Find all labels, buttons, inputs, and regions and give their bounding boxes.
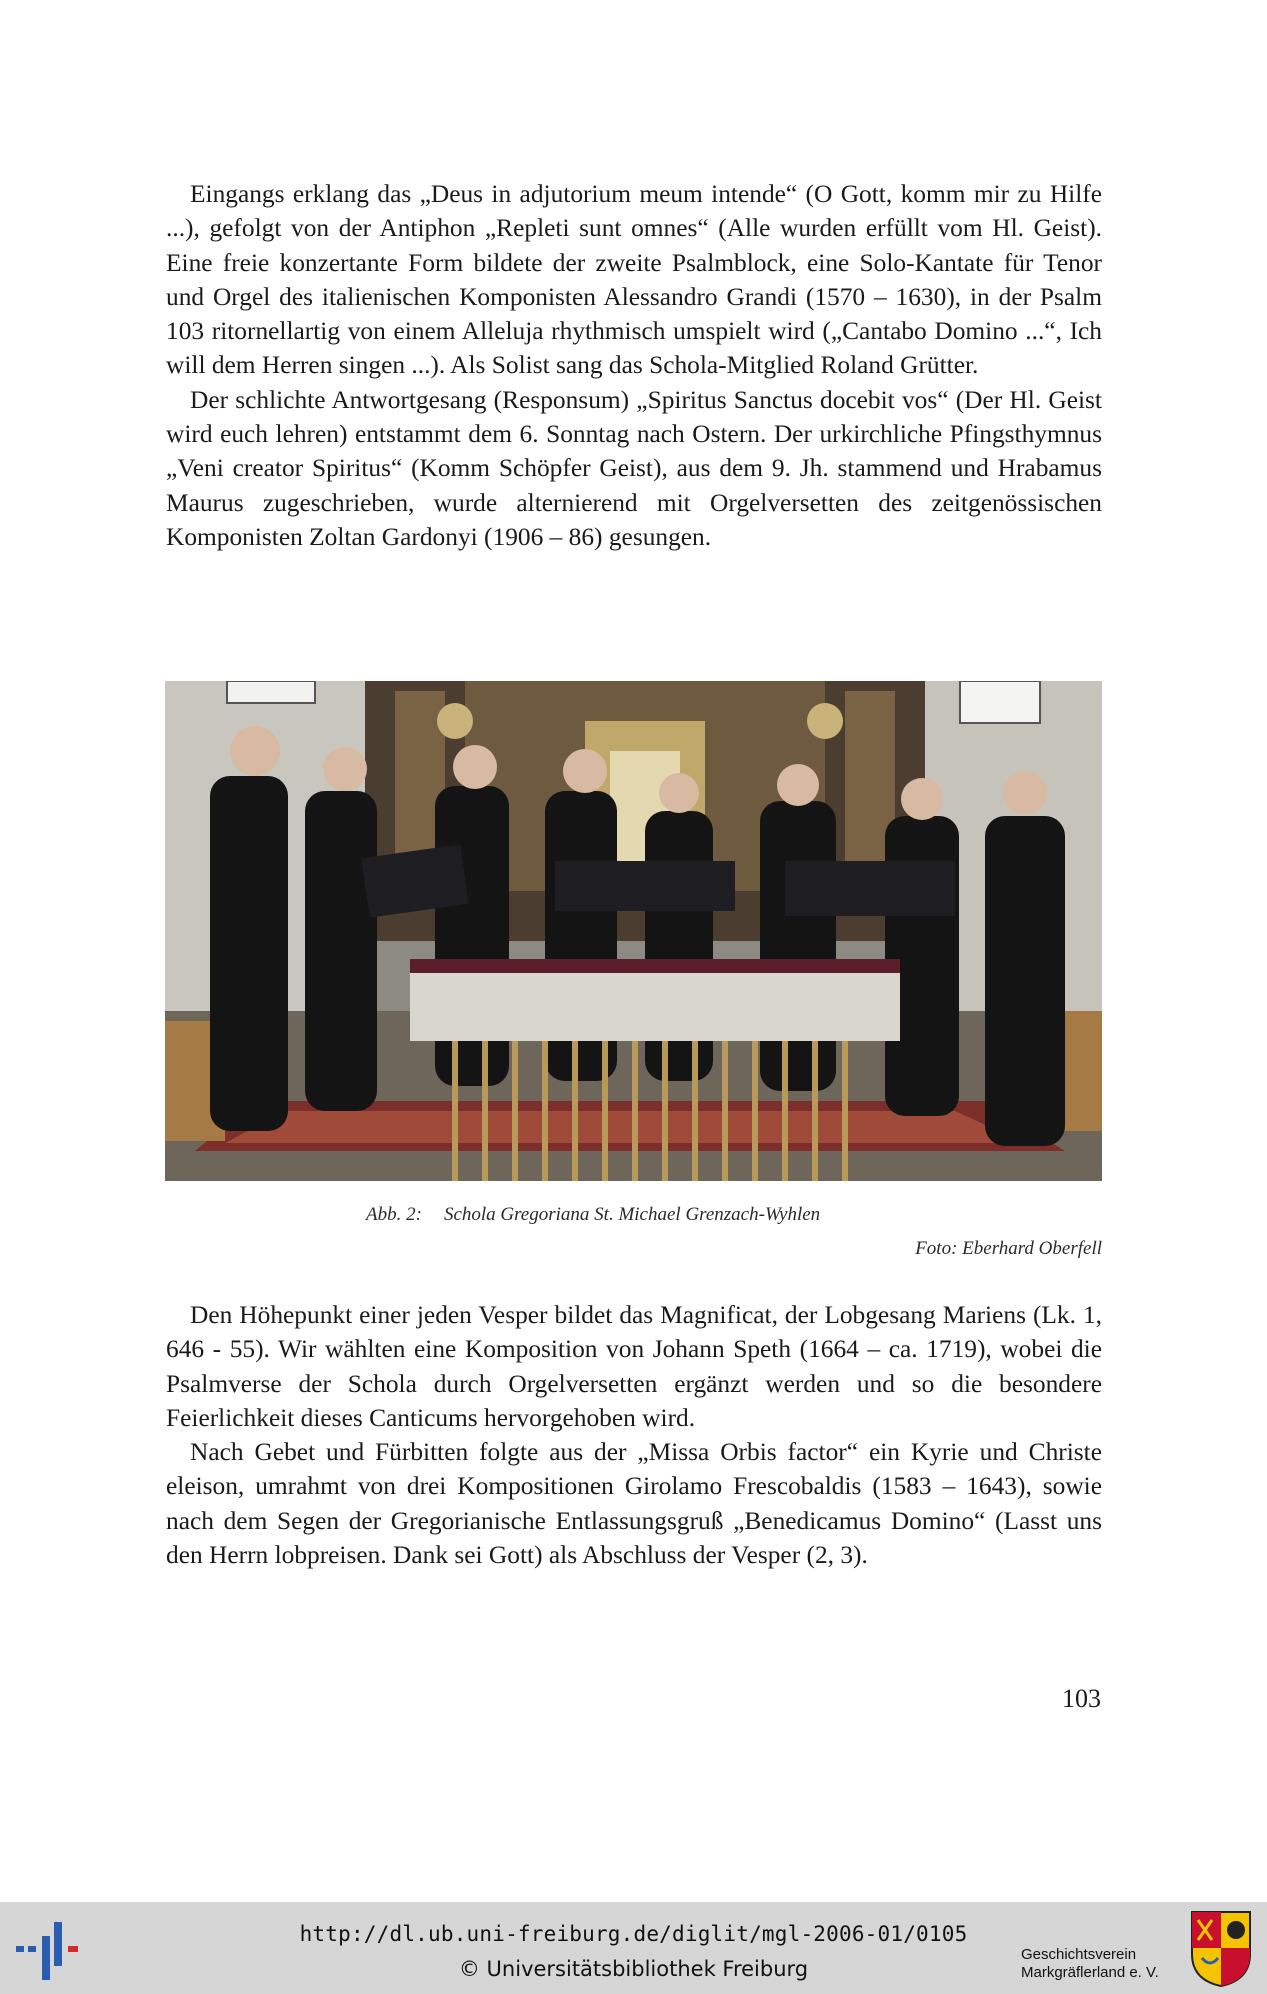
- paragraph: Eingangs erklang das „Deus in adjutorium meum intende“ (O Gott, komm mir zu Hilfe ...), gefolgt von der Antiphon „Repleti sunt omnes“ (Alle wurden erfüllt vom Hl. Geist). Eine freie konzertante Form bildete der zweite Psalmblock, eine Solo-Kantate für Tenor und Orgel des italienischen Komponisten Alessandro Grandi (1570 – 1630), in der Psalm 103 ritornellartig von einem Alleluja rhythmisch umspielt wird („Cantabo Domino ...“, Ich will dem Herren singen ...). Als Solist sang das Schola-Mitglied Roland Grütter.: [166, 180, 1102, 380]
- document-url-link[interactable]: http://dl.ub.uni-freiburg.de/diglit/mgl-2006-01/0105: [299, 1922, 968, 1946]
- paragraph: Der schlichte Antwortgesang (Responsum) „Spiritus Sanctus docebit vos“ (Der Hl. Geist wird euch lehren) entstammt dem 6. Sonntag nach Ostern. Der urkirchliche Pfingsthymnus „Veni creator Spiritus“ (Komm Schöpfer Geist), aus dem 9. Jh. stammend und Hrabamus Maurus zugeschrieben, wurde alternierend mit Orgelversetten des zeitgenössischen Komponisten Zoltan Gardonyi (1906 – 86) gesungen.: [166, 385, 1102, 551]
- choir-photo: [165, 681, 1102, 1181]
- photo-credit: Foto: Eberhard Oberfell: [915, 1238, 1102, 1259]
- page-number: 103: [1062, 1684, 1101, 1713]
- society-line-2: Markgräflerland e. V.: [1021, 1964, 1159, 1981]
- society-line-1: Geschichtsverein: [1021, 1946, 1137, 1963]
- figure-caption: [366, 1204, 820, 1226]
- coat-of-arms-icon: [1190, 1910, 1252, 1988]
- text-block-bottom: [166, 1298, 1102, 1572]
- society-name: [1021, 1946, 1181, 1982]
- figure-label: Abb. 2:: [366, 1204, 422, 1225]
- copyright-notice: © Universitätsbibliothek Freiburg: [458, 1957, 809, 1981]
- text-block-top: [166, 177, 1102, 554]
- figure-caption-text: Schola Gregoriana St. Michael Grenzach-Wyhlen: [443, 1204, 821, 1225]
- digitization-footer: [0, 1902, 1267, 1994]
- paragraph: Den Höhepunkt einer jeden Vesper bildet das Magnificat, der Lobgesang Mariens (Lk. 1, 646 - 55). Wir wählten eine Komposition von Johann Speth (1664 – ca. 1719), wobei die Psalmverse der Schola durch Orgelversetten ergänzt werden und so die besondere Feierlichkeit dieses Canticums hervorgehoben wird.: [166, 1301, 1102, 1432]
- paragraph: Nach Gebet und Fürbitten folgte aus der „Missa Orbis factor“ ein Kyrie und Christe eleison, umrahmt von drei Kompositionen Girolamo Frescobaldis (1583 – 1643), sowie nach dem Segen der Gregorianische Entlassungsgruß „Benedicamus Domino“ (Lasst uns den Herrn lobpreisen. Dank sei Gott) als Abschluss der Vesper (2, 3).: [166, 1438, 1102, 1570]
